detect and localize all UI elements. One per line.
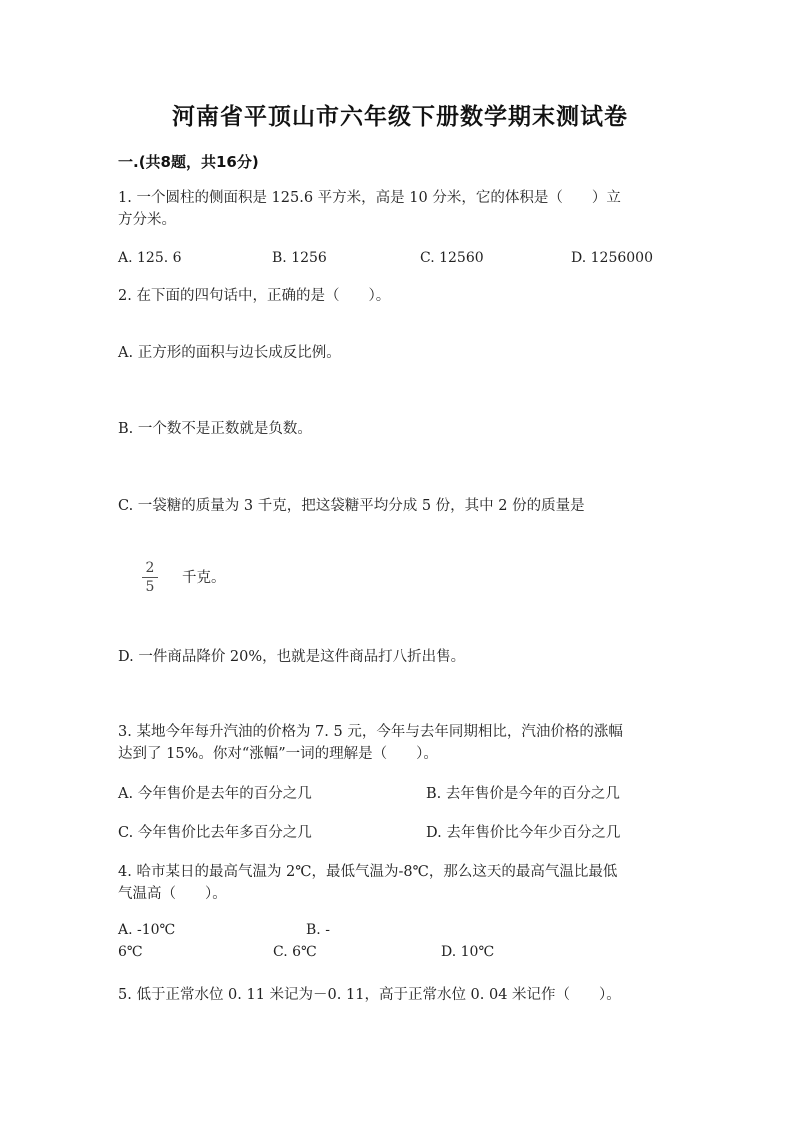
q4-stem-line2: 气温高（ ）。 [118, 886, 227, 902]
q1-stem-line1: 1. 一个圆柱的侧面积是 125.6 平方米，高是 10 分米，它的体积是（ ）立 [118, 190, 621, 206]
q2-stem: 2. 在下面的四句话中，正确的是（ ）。 [118, 288, 391, 304]
q1-option-c: C. 12560 [420, 250, 484, 266]
section-heading: 一.(共8题，共16分) [118, 153, 259, 171]
fraction-bar [142, 577, 158, 578]
q2-option-c: C. 一袋糖的质量为 3 千克，把这袋糖平均分成 5 份，其中 2 份的质量是 [118, 498, 585, 514]
q1-option-d: D. 1256000 [571, 250, 653, 266]
q3-option-c: C. 今年售价比去年多百分之几 [118, 825, 312, 841]
q3-option-a: A. 今年售价是去年的百分之几 [118, 786, 312, 802]
q3-option-d: D. 去年售价比今年少百分之几 [426, 825, 621, 841]
q4-option-c: C. 6℃ [273, 944, 317, 960]
q4-option-b-part2: 6℃ [118, 944, 143, 960]
q1-option-a: A. 125. 6 [118, 250, 182, 266]
q4-option-a: A. -10℃ [118, 922, 176, 938]
q5-stem: 5. 低于正常水位 0. 11 米记为－0. 11，高于正常水位 0. 04 米记作（ ）。 [118, 987, 621, 1003]
q2-option-c-unit: 千克。 [182, 570, 226, 586]
q3-stem-line1: 3. 某地今年每升汽油的价格为 7. 5 元，今年与去年同期相比，汽油价格的涨幅 [118, 724, 623, 740]
q2-option-c-fraction [140, 560, 160, 595]
q3-stem-line2: 达到了 15%。你对“涨幅”一词的理解是（ ）。 [118, 746, 438, 762]
page-title: 河南省平顶山市六年级下册数学期末测试卷 [172, 104, 628, 130]
q2-option-a: A. 正方形的面积与边长成反比例。 [118, 345, 341, 361]
q1-stem-line2: 方分米。 [118, 212, 176, 228]
q2-option-b: B. 一个数不是正数就是负数。 [118, 421, 312, 437]
q4-stem-line1: 4. 哈市某日的最高气温为 2℃，最低气温为-8℃，那么这天的最高气温比最低 [118, 864, 618, 880]
q4-option-b-part1: B. - [306, 922, 330, 938]
fraction-denominator: 5 [145, 579, 155, 595]
fraction-numerator: 2 [145, 560, 155, 576]
q4-option-d: D. 10℃ [441, 944, 495, 960]
q1-option-b: B. 1256 [272, 250, 327, 266]
q2-option-d: D. 一件商品降价 20%，也就是这件商品打八折出售。 [118, 649, 466, 665]
q3-option-b: B. 去年售价是今年的百分之几 [426, 786, 620, 802]
